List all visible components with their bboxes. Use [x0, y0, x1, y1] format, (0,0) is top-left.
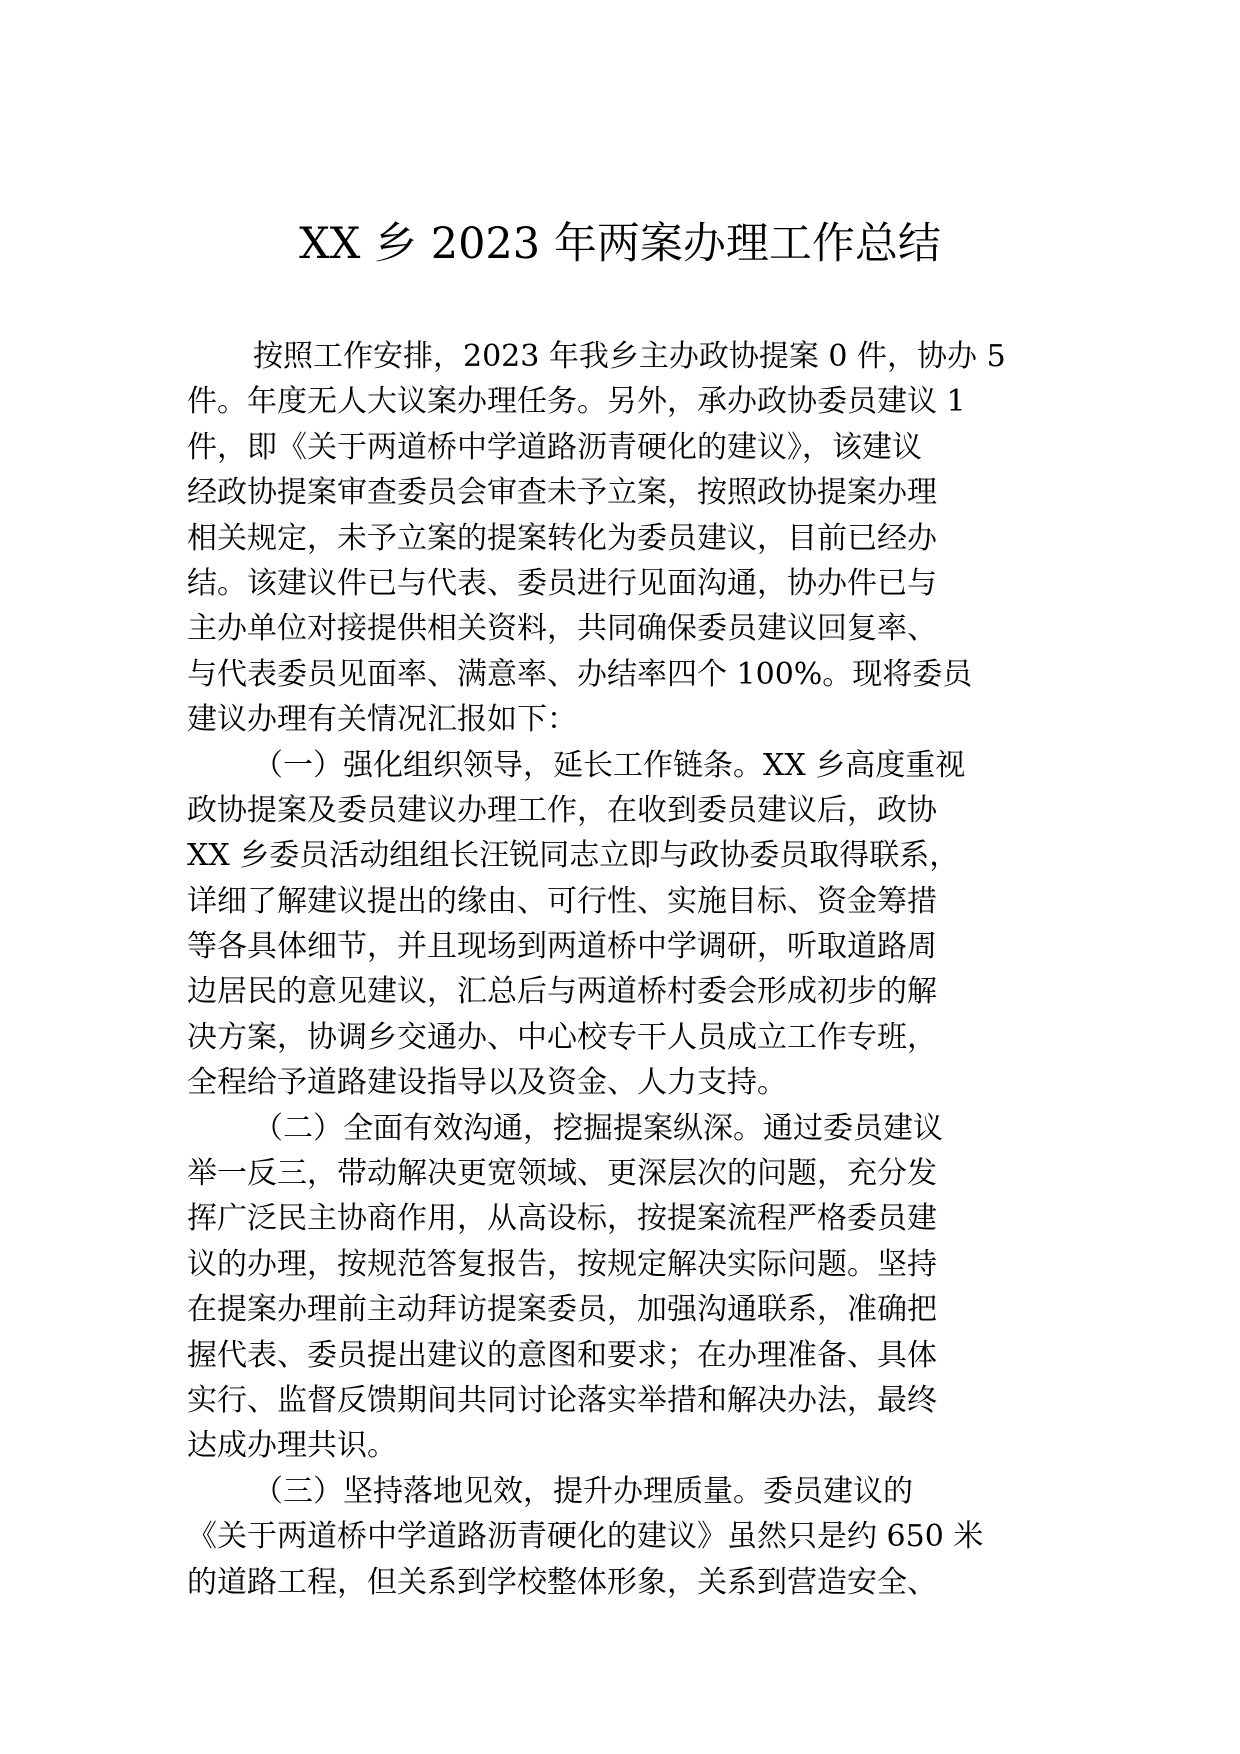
paragraph-line: 议的办理，按规范答复报告，按规定解决实际问题。坚持	[187, 1246, 937, 1282]
paragraph-line: 件，即《关于两道桥中学道路沥青硬化的建议》，该建议	[187, 429, 922, 465]
paragraph-line: 实行、监督反馈期间共同讨论落实举措和解决办法，最终	[187, 1382, 937, 1418]
paragraph-line: 建议办理有关情况汇报如下：	[187, 702, 577, 738]
paragraph-line: 在提案办理前主动拜访提案委员，加强沟通联系，准确把	[187, 1292, 937, 1328]
paragraph-line: 相关规定，未予立案的提案转化为委员建议，目前已经办	[187, 520, 937, 556]
paragraph-line: 经政协提案审查委员会审查未予立案，按照政协提案办理	[187, 475, 937, 511]
paragraph-line: 达成办理共识。	[187, 1428, 397, 1464]
paragraph-line: 挥广泛民主协商作用，从高设标，按提案流程严格委员建	[187, 1201, 937, 1237]
paragraph-line: 决方案，协调乡交通办、中心校专干人员成立工作专班，	[187, 1019, 937, 1055]
paragraph-line: XX 乡委员活动组组长汪锐同志立即与政协委员取得联系，	[187, 838, 960, 874]
paragraph-first-line: 按照工作安排，2023 年我乡主办政协提案 0 件，协办 5	[253, 339, 1006, 374]
document-title: XX 乡 2023 年两案办理工作总结	[299, 219, 941, 269]
paragraph-line: 详细了解建议提出的缘由、可行性、实施目标、资金筹措	[187, 883, 937, 919]
paragraph-line: 政协提案及委员建议办理工作，在收到委员建议后，政协	[187, 792, 937, 828]
paragraph-line: 的道路工程，但关系到学校整体形象，关系到营造安全、	[187, 1564, 937, 1600]
paragraph-line: 件。年度无人大议案办理任务。另外，承办政协委员建议 1	[187, 384, 966, 420]
paragraph-line: 与代表委员见面率、满意率、办结率四个 100%。现将委员	[187, 656, 973, 692]
paragraph-line: 边居民的意见建议，汇总后与两道桥村委会形成初步的解	[187, 974, 937, 1010]
paragraph-line: 《关于两道桥中学道路沥青硬化的建议》虽然只是约 650 米	[187, 1519, 984, 1555]
paragraph-line: 全程给予道路建设指导以及资金、人力支持。	[187, 1065, 787, 1101]
paragraph-line: 等各具体细节，并且现场到两道桥中学调研，听取道路周	[187, 929, 937, 965]
paragraph-line: 举一反三，带动解决更宽领域、更深层次的问题，充分发	[187, 1156, 937, 1192]
paragraph-first-line: （三）坚持落地见效，提升办理质量。委员建议的	[253, 1473, 913, 1509]
paragraph-line: 握代表、委员提出建议的意图和要求；在办理准备、具体	[187, 1337, 937, 1373]
paragraph-first-line: （一）强化组织领导，延长工作链条。XX 乡高度重视	[253, 747, 966, 783]
paragraph-first-line: （二）全面有效沟通，挖掘提案纵深。通过委员建议	[253, 1110, 943, 1146]
paragraph-line: 主办单位对接提供相关资料，共同确保委员建议回复率、	[187, 611, 937, 647]
paragraph-line: 结。该建议件已与代表、委员进行见面沟通，协办件已与	[187, 565, 937, 601]
document-body	[187, 334, 1057, 1605]
